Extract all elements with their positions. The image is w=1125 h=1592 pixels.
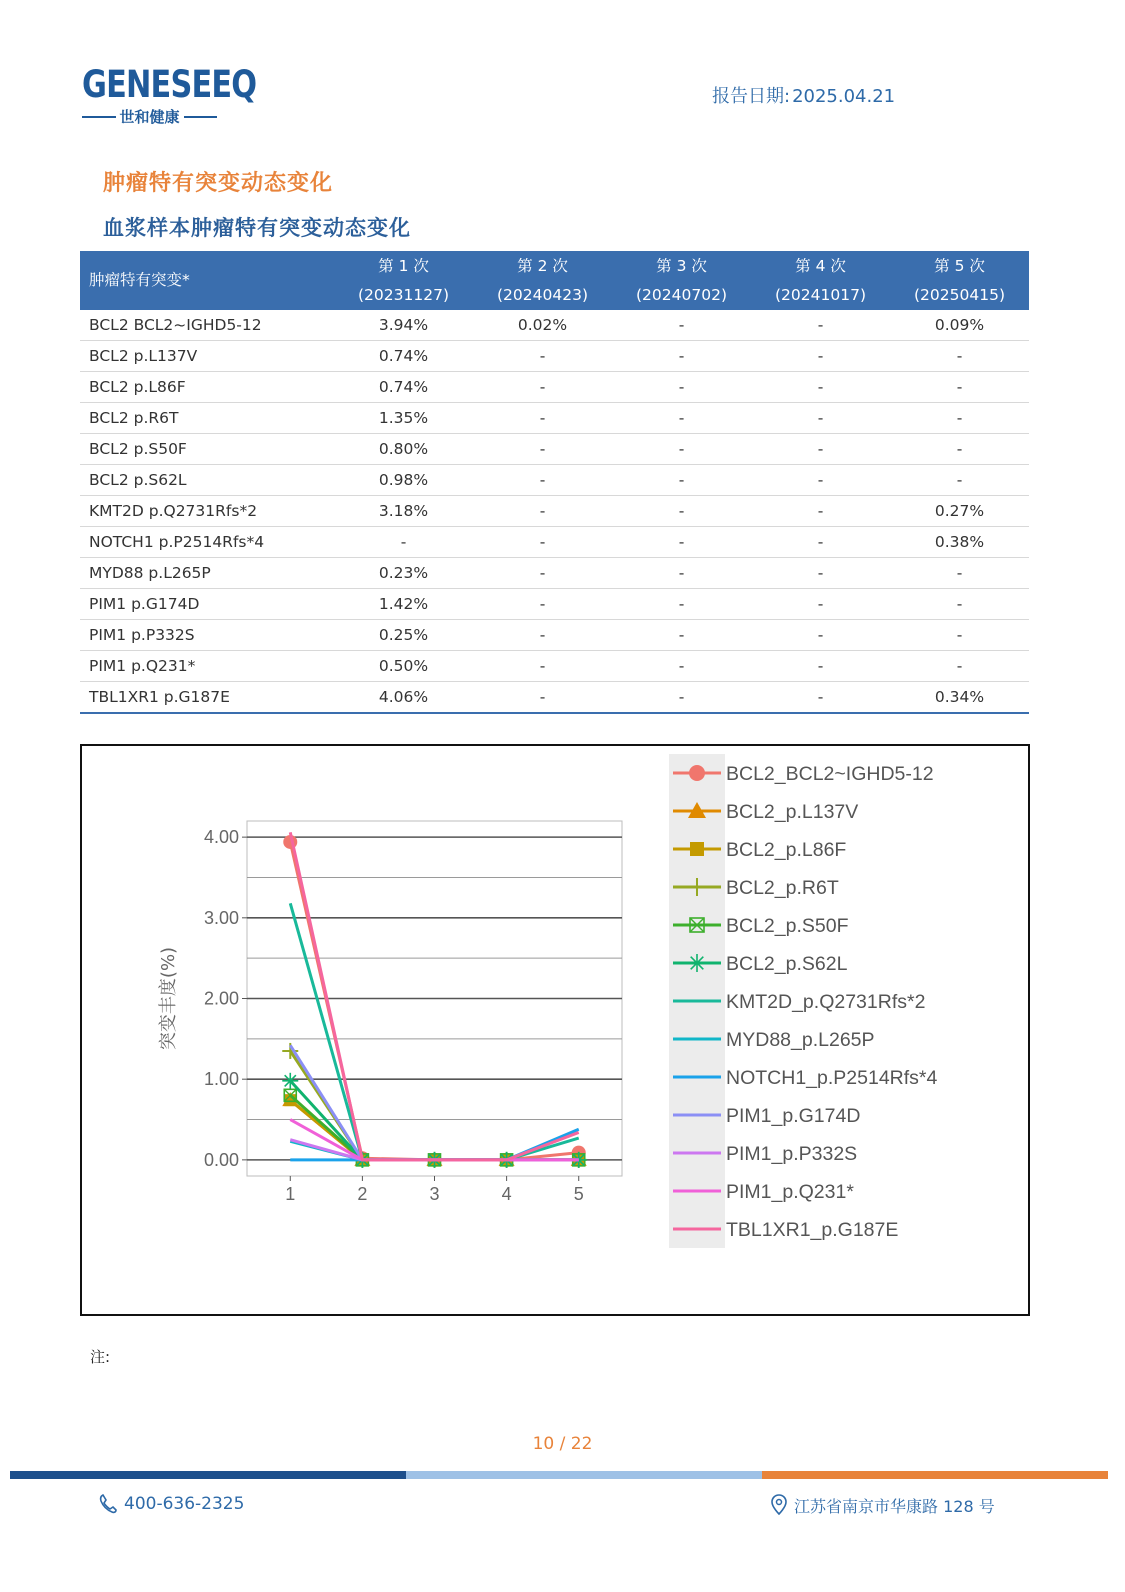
data-point-marker	[689, 765, 705, 781]
legend-label: BCL2_p.S50F	[726, 915, 849, 937]
table-row	[80, 527, 1029, 558]
frequency-cell: -	[612, 434, 751, 465]
legend-label: NOTCH1_p.P2514Rfs*4	[726, 1067, 938, 1089]
y-tick-label: 3.00	[203, 907, 239, 928]
column-header-timepoint-4	[751, 251, 890, 310]
mutation-name-cell: NOTCH1 p.P2514Rfs*4	[80, 527, 334, 558]
frequency-cell: -	[473, 682, 612, 714]
legend-label: PIM1_p.Q231*	[726, 1181, 854, 1203]
column-header-label: 第 4 次	[795, 256, 846, 275]
table-row	[80, 403, 1029, 434]
frequency-cell: -	[751, 403, 890, 434]
frequency-cell: 1.42%	[334, 589, 473, 620]
frequency-cell: 0.27%	[890, 496, 1029, 527]
location-pin-icon	[770, 1493, 788, 1517]
mutation-name-cell: TBL1XR1 p.G187E	[80, 682, 334, 714]
frequency-cell: -	[890, 558, 1029, 589]
frequency-cell: -	[612, 372, 751, 403]
frequency-cell: 3.94%	[334, 310, 473, 341]
legend-label: MYD88_p.L265P	[726, 1029, 875, 1051]
mutation-table	[80, 251, 1029, 714]
frequency-cell: -	[890, 589, 1029, 620]
table-row	[80, 434, 1029, 465]
y-tick-label: 1.00	[203, 1069, 239, 1090]
table-row	[80, 589, 1029, 620]
mutation-trend-chart	[80, 744, 1030, 1316]
frequency-cell: -	[751, 558, 890, 589]
legend-label: BCL2_BCL2~IGHD5-12	[726, 763, 934, 785]
mutation-name-cell: PIM1 p.Q231*	[80, 651, 334, 682]
legend-label: BCL2_p.L86F	[726, 839, 847, 861]
frequency-cell: 0.25%	[334, 620, 473, 651]
table-row	[80, 310, 1029, 341]
legend-label: PIM1_p.P332S	[726, 1143, 858, 1165]
mutation-name-cell: BCL2 p.L86F	[80, 372, 334, 403]
page-number: 10 / 22	[532, 1434, 593, 1454]
frequency-cell: -	[890, 403, 1029, 434]
column-header-label: 第 5 次	[934, 256, 985, 275]
table-row	[80, 465, 1029, 496]
frequency-cell: -	[751, 589, 890, 620]
frequency-cell: -	[473, 372, 612, 403]
frequency-cell: -	[612, 403, 751, 434]
note-label: 注:	[90, 1348, 111, 1366]
column-header-label: 第 2 次	[517, 256, 568, 275]
frequency-cell: -	[890, 434, 1029, 465]
frequency-cell: 0.02%	[473, 310, 612, 341]
column-header-date: (20241017)	[775, 285, 866, 304]
column-header-date: (20240423)	[497, 285, 588, 304]
frequency-cell: -	[890, 620, 1029, 651]
frequency-cell: -	[612, 589, 751, 620]
address-text: 江苏省南京市华康路 128 号	[794, 1496, 995, 1516]
frequency-cell: -	[473, 620, 612, 651]
column-header-date: (20231127)	[358, 285, 449, 304]
frequency-cell: 0.98%	[334, 465, 473, 496]
y-tick-label: 4.00	[203, 827, 239, 848]
frequency-cell: -	[473, 465, 612, 496]
report-date-label: 报告日期:	[712, 86, 791, 107]
frequency-cell: -	[612, 496, 751, 527]
frequency-cell: -	[473, 558, 612, 589]
frequency-cell: 0.74%	[334, 341, 473, 372]
y-tick-label: 0.00	[203, 1149, 239, 1170]
mutation-name-cell: BCL2 p.L137V	[80, 341, 334, 372]
frequency-cell: -	[473, 589, 612, 620]
frequency-cell: -	[751, 496, 890, 527]
table-row	[80, 620, 1029, 651]
frequency-cell: -	[890, 372, 1029, 403]
frequency-cell: 0.23%	[334, 558, 473, 589]
phone-number: 400-636-2325	[124, 1494, 245, 1514]
table-header-row	[80, 251, 1029, 310]
report-date-value: 2025.04.21	[792, 86, 896, 107]
y-axis-label: 突变丰度(%)	[158, 946, 179, 1051]
frequency-cell: -	[473, 341, 612, 372]
table-row	[80, 372, 1029, 403]
mutation-name-cell: BCL2 p.S62L	[80, 465, 334, 496]
data-point-marker	[690, 842, 704, 856]
legend-label: BCL2_p.L137V	[726, 801, 859, 823]
footer-bar-orange	[762, 1471, 1108, 1479]
frequency-cell: -	[612, 558, 751, 589]
frequency-cell: 4.06%	[334, 682, 473, 714]
x-tick-label: 5	[573, 1184, 584, 1204]
frequency-cell: -	[612, 651, 751, 682]
frequency-cell: -	[612, 620, 751, 651]
frequency-cell: -	[890, 651, 1029, 682]
data-point-marker	[688, 954, 706, 972]
logo-subtitle	[82, 106, 217, 127]
mutation-name-cell: BCL2 p.S50F	[80, 434, 334, 465]
y-tick-label: 2.00	[203, 988, 239, 1009]
frequency-cell: -	[612, 310, 751, 341]
column-header-timepoint-1	[334, 251, 473, 310]
logo-wordmark: GENESEEQ	[82, 63, 257, 106]
frequency-cell: -	[612, 341, 751, 372]
frequency-cell: -	[751, 682, 890, 714]
frequency-cell: -	[751, 651, 890, 682]
frequency-cell: -	[751, 310, 890, 341]
frequency-cell: -	[751, 465, 890, 496]
table-row	[80, 341, 1029, 372]
mutation-name-cell: BCL2 BCL2~IGHD5-12	[80, 310, 334, 341]
mutation-name-cell: PIM1 p.P332S	[80, 620, 334, 651]
footer-phone	[98, 1493, 244, 1515]
frequency-cell: -	[473, 527, 612, 558]
column-header-mutation: 肿瘤特有突变*	[80, 251, 334, 310]
column-header-label: 第 3 次	[656, 256, 707, 275]
frequency-cell: -	[751, 341, 890, 372]
column-header-date: (20240702)	[636, 285, 727, 304]
mutation-name-cell: KMT2D p.Q2731Rfs*2	[80, 496, 334, 527]
frequency-cell: 0.74%	[334, 372, 473, 403]
chart-svg	[82, 746, 1028, 1314]
legend-label: KMT2D_p.Q2731Rfs*2	[726, 991, 926, 1013]
frequency-cell: -	[473, 403, 612, 434]
mutation-name-cell: BCL2 p.R6T	[80, 403, 334, 434]
frequency-cell: 0.34%	[890, 682, 1029, 714]
frequency-cell: -	[612, 465, 751, 496]
frequency-cell: -	[612, 527, 751, 558]
table-row	[80, 558, 1029, 589]
footer-bar-dark-blue	[10, 1471, 406, 1479]
mutation-name-cell: MYD88 p.L265P	[80, 558, 334, 589]
footer-bar-light-blue	[406, 1471, 762, 1479]
footer-address	[770, 1493, 995, 1517]
x-tick-label: 1	[285, 1184, 296, 1204]
x-tick-label: 2	[357, 1184, 368, 1204]
frequency-cell: 0.38%	[890, 527, 1029, 558]
frequency-cell: -	[473, 651, 612, 682]
frequency-cell: -	[751, 527, 890, 558]
column-header-timepoint-2	[473, 251, 612, 310]
mutation-name-cell: PIM1 p.G174D	[80, 589, 334, 620]
frequency-cell: -	[612, 682, 751, 714]
frequency-cell: -	[890, 465, 1029, 496]
section-title: 肿瘤特有突变动态变化	[103, 171, 334, 196]
column-header-timepoint-5	[890, 251, 1029, 310]
geneseeq-logo	[82, 63, 257, 126]
x-tick-label: 4	[501, 1184, 512, 1204]
table-row	[80, 682, 1029, 714]
frequency-cell: -	[473, 496, 612, 527]
frequency-cell: -	[890, 341, 1029, 372]
legend-label: BCL2_p.S62L	[726, 953, 848, 975]
frequency-cell: 1.35%	[334, 403, 473, 434]
frequency-cell: -	[473, 434, 612, 465]
column-header-date: (20250415)	[914, 285, 1005, 304]
column-header-timepoint-3	[612, 251, 751, 310]
logo-subtitle-text: 世和健康	[119, 108, 180, 126]
frequency-cell: -	[334, 527, 473, 558]
legend-label: TBL1XR1_p.G187E	[726, 1219, 899, 1241]
frequency-cell: 0.80%	[334, 434, 473, 465]
column-header-label: 第 1 次	[378, 256, 429, 275]
frequency-cell: 0.50%	[334, 651, 473, 682]
legend-label: BCL2_p.R6T	[726, 877, 839, 899]
frequency-cell: -	[751, 434, 890, 465]
table-row	[80, 651, 1029, 682]
subsection-title: 血浆样本肿瘤特有突变动态变化	[103, 216, 411, 240]
report-date	[712, 82, 895, 108]
legend-label: PIM1_p.G174D	[726, 1105, 861, 1127]
frequency-cell: -	[751, 620, 890, 651]
phone-icon	[98, 1493, 118, 1515]
x-tick-label: 3	[429, 1184, 440, 1204]
frequency-cell: 3.18%	[334, 496, 473, 527]
table-row	[80, 496, 1029, 527]
frequency-cell: 0.09%	[890, 310, 1029, 341]
frequency-cell: -	[751, 372, 890, 403]
